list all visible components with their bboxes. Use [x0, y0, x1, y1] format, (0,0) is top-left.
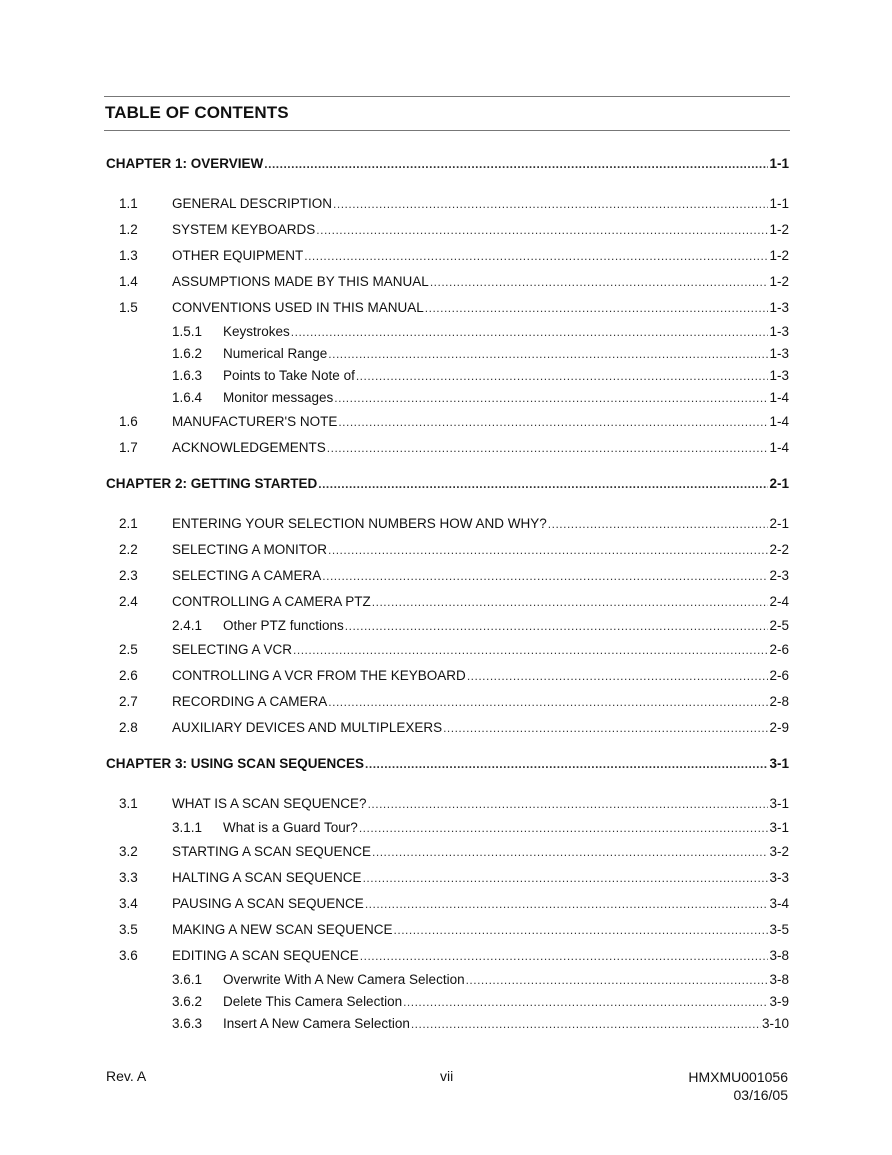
toc-section-title: MANUFACTURER'S NOTE [172, 414, 338, 429]
toc-dot-leader [365, 891, 769, 917]
toc-section-number: 2.3 [119, 568, 138, 583]
toc-dot-leader [360, 943, 769, 969]
toc-section-title: STARTING A SCAN SEQUENCE [172, 844, 372, 859]
toc-section-entry[interactable] [106, 409, 789, 435]
toc-section-page: 2-6 [769, 668, 789, 683]
toc-sub-page: 3-1 [769, 820, 789, 835]
toc-sub-title: Keystrokes [223, 324, 290, 339]
toc-sub-page: 3-8 [769, 972, 789, 987]
toc-dot-leader [372, 589, 769, 615]
toc-section-title: ACKNOWLEDGEMENTS [172, 440, 326, 455]
toc-section-number: 1.3 [119, 248, 138, 263]
toc-section-title: SELECTING A VCR [172, 642, 293, 657]
toc-sub-page: 3-9 [769, 994, 789, 1009]
toc-chapter-entry[interactable] [106, 156, 789, 176]
toc-section-title: ASSUMPTIONS MADE BY THIS MANUAL [172, 274, 429, 289]
toc-section-entry[interactable] [106, 917, 789, 943]
toc-dot-leader [328, 689, 768, 715]
toc-section-title: CONVENTIONS USED IN THIS MANUAL [172, 300, 424, 315]
toc-chapter-title: CHAPTER 2: GETTING STARTED [106, 476, 318, 491]
toc-dot-leader [291, 321, 769, 343]
toc-sub-title: What is a Guard Tour? [223, 820, 358, 835]
toc-section-page: 2-9 [769, 720, 789, 735]
toc-section-number: 3.4 [119, 896, 138, 911]
toc-section-entry[interactable] [106, 791, 789, 817]
toc-sub-page: 1-4 [769, 390, 789, 405]
toc-section-page: 3-5 [769, 922, 789, 937]
toc-section-number: 3.5 [119, 922, 138, 937]
toc-section-title: CONTROLLING A CAMERA PTZ [172, 594, 371, 609]
toc-dot-leader [327, 435, 769, 461]
toc-dot-leader [328, 537, 768, 563]
toc-section-page: 1-4 [769, 440, 789, 455]
toc-sub-number: 3.6.1 [172, 972, 203, 987]
toc-sub-number: 3.6.2 [172, 994, 203, 1009]
toc-sub-entry[interactable] [106, 387, 789, 409]
toc-sub-title: Monitor messages [223, 390, 334, 405]
toc-section-title: GENERAL DESCRIPTION [172, 196, 333, 211]
toc-section-entry[interactable] [106, 865, 789, 891]
footer-revision: Rev. A [106, 1068, 147, 1084]
toc-dot-leader [372, 839, 768, 865]
toc-section-number: 2.4 [119, 594, 138, 609]
toc-chapter-page: 2-1 [769, 476, 789, 491]
toc-section-entry[interactable] [106, 511, 789, 537]
toc-dot-leader [322, 563, 768, 589]
toc-section-entry[interactable] [106, 435, 789, 461]
toc-section-entry[interactable] [106, 269, 789, 295]
toc-dot-leader [548, 511, 769, 537]
toc-section-number: 2.6 [119, 668, 138, 683]
toc-sub-entry[interactable] [106, 969, 789, 991]
toc-section-number: 2.7 [119, 694, 138, 709]
toc-section-entry[interactable] [106, 243, 789, 269]
toc-dot-leader [328, 343, 768, 365]
toc-sub-page: 1-3 [769, 324, 789, 339]
toc-sub-title: Delete This Camera Selection [223, 994, 403, 1009]
toc-sub-entry[interactable] [106, 365, 789, 387]
toc-dot-leader [264, 157, 768, 171]
toc-section-page: 3-4 [769, 896, 789, 911]
toc-section-number: 3.1 [119, 796, 138, 811]
toc-section-title: SYSTEM KEYBOARDS [172, 222, 316, 237]
toc-sub-entry[interactable] [106, 1013, 789, 1035]
toc-section-title: WHAT IS A SCAN SEQUENCE? [172, 796, 367, 811]
toc-sub-entry[interactable] [106, 817, 789, 839]
toc-sub-entry[interactable] [106, 615, 789, 637]
toc-section-number: 1.5 [119, 300, 138, 315]
toc-section-title: EDITING A SCAN SEQUENCE [172, 948, 359, 963]
toc-section-page: 2-4 [769, 594, 789, 609]
toc-dot-leader [368, 791, 769, 817]
toc-dot-leader [443, 715, 768, 741]
toc-sub-page: 3-10 [761, 1016, 789, 1031]
toc-sub-number: 1.5.1 [172, 324, 203, 339]
toc-section-entry[interactable] [106, 839, 789, 865]
toc-sub-title: Points to Take Note of [223, 368, 355, 383]
footer-doc-number: HMXMU001056 [688, 1069, 788, 1085]
toc-section-page: 2-8 [769, 694, 789, 709]
toc-sub-title: Overwrite With A New Camera Selection [223, 972, 465, 987]
toc-sub-entry[interactable] [106, 991, 789, 1013]
toc-chapter-page: 3-1 [769, 756, 789, 771]
toc-sub-page: 1-3 [769, 346, 789, 361]
toc-section-page: 3-2 [769, 844, 789, 859]
toc-section-page: 2-2 [769, 542, 789, 557]
toc-section-entry[interactable] [106, 537, 789, 563]
toc-section-number: 2.5 [119, 642, 138, 657]
toc-dot-leader [318, 477, 768, 491]
page-title: TABLE OF CONTENTS [105, 103, 289, 122]
toc-dot-leader [466, 969, 769, 991]
title-underline-rule [104, 130, 790, 131]
table-of-contents [106, 156, 789, 1035]
toc-chapter-page: 1-1 [769, 156, 789, 171]
toc-section-title: SELECTING A MONITOR [172, 542, 328, 557]
toc-sub-number: 1.6.2 [172, 346, 203, 361]
toc-section-entry[interactable] [106, 715, 789, 741]
toc-section-entry[interactable] [106, 689, 789, 715]
footer-page-number: vii [440, 1068, 454, 1084]
toc-sub-number: 1.6.3 [172, 368, 203, 383]
toc-sub-number: 2.4.1 [172, 618, 203, 633]
toc-sub-entry[interactable] [106, 321, 789, 343]
toc-section-entry[interactable] [106, 589, 789, 615]
toc-section-page: 2-6 [769, 642, 789, 657]
toc-section-page: 1-4 [769, 414, 789, 429]
toc-section-number: 2.2 [119, 542, 138, 557]
toc-sub-page: 2-5 [769, 618, 789, 633]
toc-section-number: 3.3 [119, 870, 138, 885]
toc-chapter-title: CHAPTER 1: OVERVIEW [106, 156, 264, 171]
toc-sub-page: 1-3 [769, 368, 789, 383]
toc-section-page: 3-8 [769, 948, 789, 963]
toc-section-page: 2-1 [769, 516, 789, 531]
toc-sub-number: 1.6.4 [172, 390, 203, 405]
toc-section-entry[interactable] [106, 943, 789, 969]
toc-section-page: 1-3 [769, 300, 789, 315]
toc-dot-leader [411, 1013, 761, 1035]
toc-dot-leader [345, 615, 769, 637]
toc-section-number: 3.6 [119, 948, 138, 963]
toc-section-title: HALTING A SCAN SEQUENCE [172, 870, 362, 885]
toc-section-title: CONTROLLING A VCR FROM THE KEYBOARD [172, 668, 466, 683]
toc-sub-title: Other PTZ functions [223, 618, 344, 633]
toc-sub-title: Insert A New Camera Selection [223, 1016, 410, 1031]
toc-section-page: 2-3 [769, 568, 789, 583]
toc-section-page: 1-2 [769, 222, 789, 237]
toc-section-entry[interactable] [106, 295, 789, 321]
toc-section-title: AUXILIARY DEVICES AND MULTIPLEXERS [172, 720, 443, 735]
toc-chapter-entry[interactable] [106, 756, 789, 776]
toc-section-entry[interactable] [106, 191, 789, 217]
toc-dot-leader [403, 991, 768, 1013]
toc-sub-title: Numerical Range [223, 346, 328, 361]
toc-sub-number: 3.6.3 [172, 1016, 203, 1031]
toc-sub-entry[interactable] [106, 343, 789, 365]
toc-dot-leader [333, 191, 768, 217]
footer-document-id [688, 1068, 788, 1104]
toc-section-title: ENTERING YOUR SELECTION NUMBERS HOW AND WHY? [172, 516, 547, 531]
toc-section-number: 1.2 [119, 222, 138, 237]
footer-date: 03/16/05 [733, 1087, 788, 1103]
toc-section-page: 1-1 [769, 196, 789, 211]
toc-section-number: 2.8 [119, 720, 138, 735]
toc-section-title: MAKING A NEW SCAN SEQUENCE [172, 922, 393, 937]
toc-chapter-entry[interactable] [106, 476, 789, 496]
toc-section-page: 1-2 [769, 274, 789, 289]
toc-dot-leader [338, 409, 768, 435]
toc-section-entry[interactable] [106, 891, 789, 917]
toc-section-number: 1.1 [119, 196, 138, 211]
toc-section-number: 2.1 [119, 516, 138, 531]
toc-section-entry[interactable] [106, 637, 789, 663]
toc-sub-number: 3.1.1 [172, 820, 203, 835]
toc-dot-leader [334, 387, 768, 409]
toc-section-number: 1.4 [119, 274, 138, 289]
toc-section-number: 1.6 [119, 414, 138, 429]
toc-chapter-title: CHAPTER 3: USING SCAN SEQUENCES [106, 756, 365, 771]
toc-section-entry[interactable] [106, 563, 789, 589]
top-rule [104, 96, 790, 97]
toc-section-number: 1.7 [119, 440, 138, 455]
toc-section-title: RECORDING A CAMERA [172, 694, 328, 709]
toc-dot-leader [425, 295, 769, 321]
toc-section-page: 3-1 [769, 796, 789, 811]
toc-section-title: OTHER EQUIPMENT [172, 248, 304, 263]
toc-dot-leader [363, 865, 769, 891]
toc-dot-leader [365, 757, 768, 771]
toc-section-title: SELECTING A CAMERA [172, 568, 322, 583]
toc-section-title: PAUSING A SCAN SEQUENCE [172, 896, 364, 911]
toc-dot-leader [394, 917, 769, 943]
toc-section-entry[interactable] [106, 663, 789, 689]
toc-section-number: 3.2 [119, 844, 138, 859]
toc-dot-leader [304, 243, 768, 269]
toc-section-page: 1-2 [769, 248, 789, 263]
toc-dot-leader [356, 365, 769, 387]
toc-dot-leader [359, 817, 769, 839]
toc-dot-leader [467, 663, 769, 689]
toc-dot-leader [430, 269, 769, 295]
toc-section-entry[interactable] [106, 217, 789, 243]
toc-section-page: 3-3 [769, 870, 789, 885]
toc-dot-leader [316, 217, 768, 243]
toc-dot-leader [293, 637, 768, 663]
